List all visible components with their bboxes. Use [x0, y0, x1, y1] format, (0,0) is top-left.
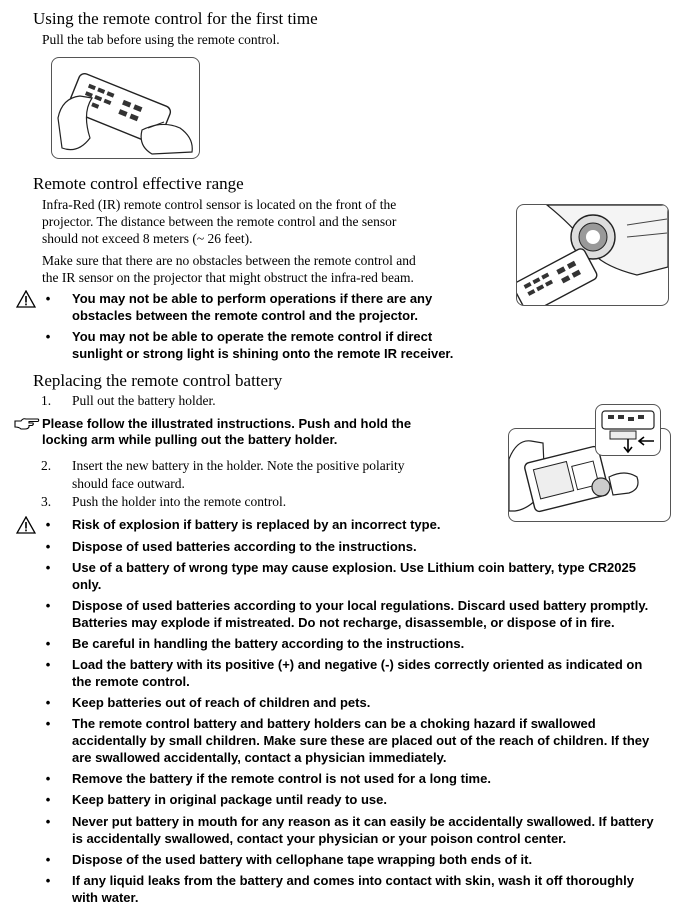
- section-heading-first-time: Using the remote control for the first time: [33, 9, 318, 28]
- bullet: •: [45, 814, 51, 829]
- bullet: •: [45, 291, 51, 306]
- battery-warning-line: Risk of explosion if battery is replaced by an incorrect type.: [72, 517, 441, 532]
- warning-triangle-icon: [16, 516, 36, 534]
- battery-warning-line: Be careful in handling the battery according to the instructions.: [72, 636, 465, 651]
- battery-warning-line: only.: [72, 577, 102, 592]
- pull-tab-instruction: Pull the tab before using the remote control.: [42, 32, 280, 47]
- obstacle-para-line: the IR sensor on the projector that might obstruct the infra-red beam.: [42, 270, 414, 285]
- battery-warning-line: The remote control battery and battery holders can be a choking hazard if swallowed: [72, 716, 596, 731]
- section-heading-range: Remote control effective range: [33, 174, 244, 193]
- bullet: •: [45, 852, 51, 867]
- warning-line: You may not be able to operate the remote control if direct: [72, 329, 433, 344]
- bullet: •: [45, 539, 51, 554]
- battery-warning-line: Keep battery in original package until ready to use.: [72, 792, 387, 807]
- bullet: •: [45, 329, 51, 344]
- battery-warning-line: Load the battery with its positive (+) and negative (-) sides correctly oriented as indicated on: [72, 657, 643, 672]
- battery-warning-line: Keep batteries out of reach of children and pets.: [72, 695, 371, 710]
- range-para-line: Infra-Red (IR) remote control sensor is located on the front of the: [42, 197, 397, 212]
- bullet: •: [45, 873, 51, 888]
- bullet: •: [45, 695, 51, 710]
- obstacle-para-line: Make sure that there are no obstacles between the remote control and: [42, 253, 416, 268]
- battery-warning-line: Use of a battery of wrong type may cause explosion. Use Lithium coin battery, type CR2025: [72, 560, 636, 575]
- battery-warning-line: Batteries may explode if mistreated. Do not recharge, disassemble, or dispose of in fire.: [72, 615, 615, 630]
- battery-warning-line: Dispose of used batteries according to your local regulations. Discard used battery promptly.: [72, 598, 649, 613]
- battery-warning-line: If any liquid leaks from the battery and comes into contact with skin, wash it off thoroughly: [72, 873, 634, 888]
- range-para-line: should not exceed 8 meters (~ 26 feet).: [42, 231, 253, 246]
- battery-warning-line: Dispose of used batteries according to the instructions.: [72, 539, 417, 554]
- battery-warning-line: accidentally by small children. Make sure these are placed out of the reach of children. If they: [72, 733, 650, 748]
- battery-warning-line: Never put battery in mouth for any reason as it can easily be accidentally swallowed. If battery: [72, 814, 654, 829]
- warning-line: obstacles between the remote control and the projector.: [72, 308, 419, 323]
- warning-triangle-icon: [16, 290, 36, 308]
- bullet: •: [45, 636, 51, 651]
- battery-warning-line: is accidentally swallowed, contact your physician or your poison control center.: [72, 831, 567, 846]
- bullet: •: [45, 657, 51, 672]
- step-number: 1.: [41, 393, 52, 408]
- battery-warning-line: with water.: [72, 890, 139, 905]
- step-2-line: should face outward.: [72, 476, 185, 491]
- step-number: 3.: [41, 494, 52, 509]
- projector-remote-illustration: [516, 204, 669, 306]
- bullet: •: [45, 598, 51, 613]
- bullet: •: [45, 716, 51, 731]
- bullet: •: [45, 517, 51, 532]
- warning-line: sunlight or strong light is shining onto the remote IR receiver.: [72, 346, 454, 361]
- battery-warning-line: Remove the battery if the remote control is not used for a long time.: [72, 771, 491, 786]
- battery-warning-line: the remote control.: [72, 674, 190, 689]
- bullet: •: [45, 560, 51, 575]
- bullet: •: [45, 792, 51, 807]
- locking-arm-detail-illustration: [595, 404, 661, 456]
- step-2-line: Insert the new battery in the holder. Note the positive polarity: [72, 458, 405, 473]
- range-para-line: projector. The distance between the remote control and the sensor: [42, 214, 397, 229]
- remote-pull-tab-illustration: [51, 57, 200, 159]
- note-line: Please follow the illustrated instructions. Push and hold the: [42, 416, 412, 431]
- battery-warning-line: Dispose of the used battery with cellophane tape wrapping both ends of it.: [72, 852, 533, 867]
- warning-line: You may not be able to perform operations if there are any: [72, 291, 433, 306]
- note-pointing-hand-icon: [14, 416, 40, 430]
- battery-warning-line: are swallowed accidentally, contact a physician immediately.: [72, 750, 447, 765]
- step-3-text: Push the holder into the remote control.: [72, 494, 287, 509]
- note-line: locking arm while pulling out the battery holder.: [42, 432, 338, 447]
- section-heading-battery: Replacing the remote control battery: [33, 371, 283, 390]
- step-number: 2.: [41, 458, 52, 473]
- step-1-text: Pull out the battery holder.: [72, 393, 216, 408]
- bullet: •: [45, 771, 51, 786]
